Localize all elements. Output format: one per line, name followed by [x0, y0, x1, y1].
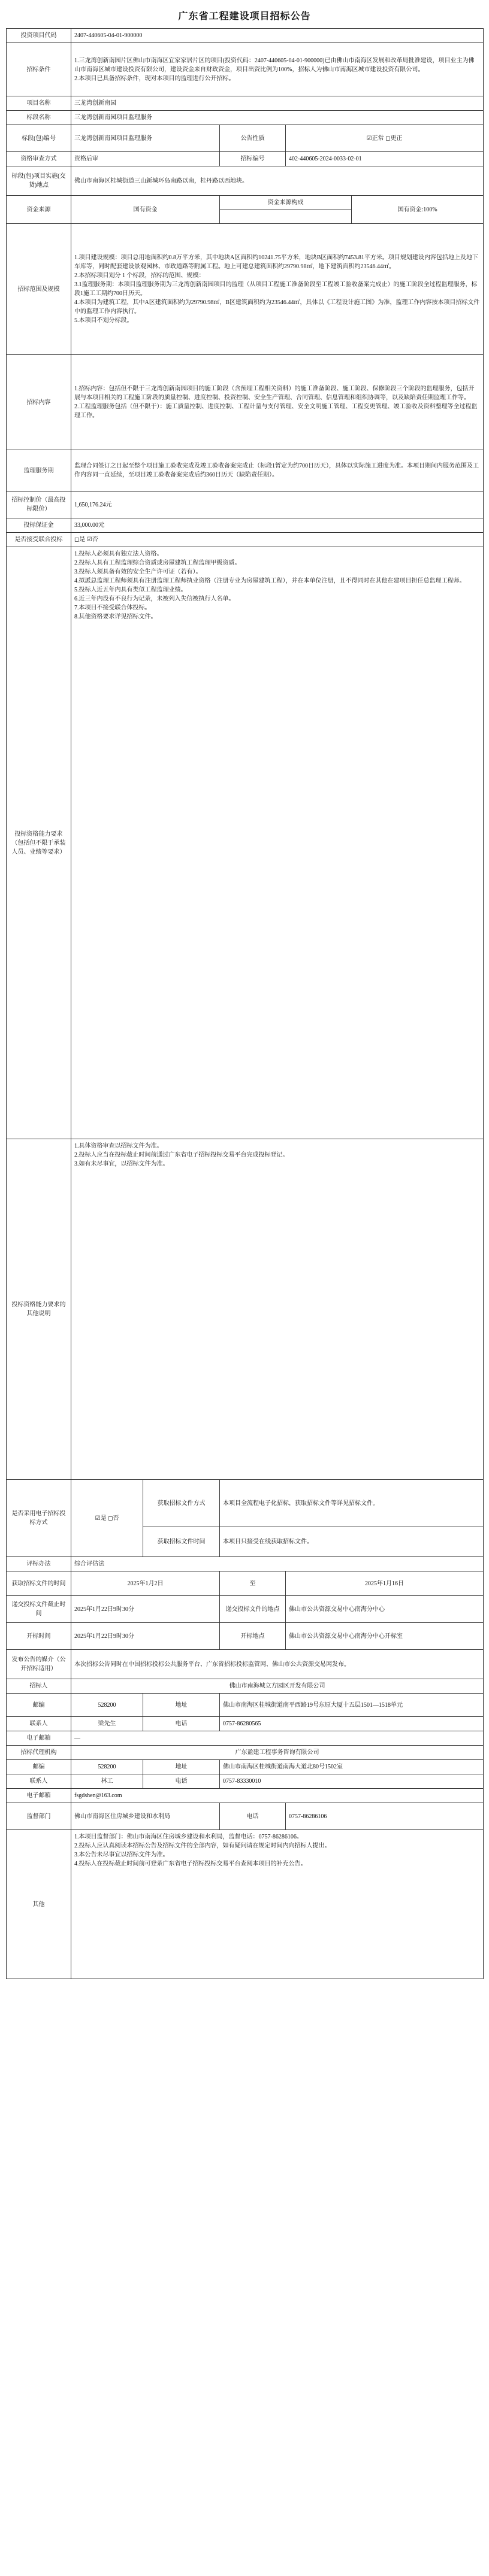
- row-project-code: [7, 29, 484, 43]
- opening-time-label: 开标时间: [7, 1623, 71, 1650]
- deadline-place-value: 佛山市公共资源交易中心南海分中心: [286, 1596, 484, 1623]
- tender-no-value: 402-440605-2024-0033-02-01: [286, 152, 484, 166]
- row-tenderer: [7, 1679, 484, 1694]
- row-deadline: [7, 1596, 484, 1623]
- open-time-to: 至: [220, 1571, 286, 1596]
- deadline-value: 2025年1月22日9时30分: [71, 1596, 220, 1623]
- section-code-value: 三龙湾创新南园项目监理服务: [71, 125, 220, 152]
- tenderer-contact-value: 梁先生: [71, 1717, 143, 1731]
- agent-contact-label: 联系人: [7, 1774, 71, 1789]
- qualification-label: 投标资格能力要求（包括但不限于承装人员、业绩等要求）: [7, 547, 71, 1139]
- agent-address-label: 地址: [143, 1760, 220, 1774]
- deadline-place-label: 递交投标文件的地点: [220, 1596, 286, 1623]
- file-get-time-value: 本项目只接受在线获取招标文件。: [220, 1527, 484, 1557]
- qualification-para-2: 2.投标人具有工程监理综合资质或房屋建筑工程监理甲级资质。: [74, 560, 241, 566]
- media-value: 本次招标公告同时在中国招标投标公共服务平台、广东省招标投标监管网、佛山市公共资源交易网发布。: [71, 1650, 484, 1679]
- open-time-label: 获取招标文件的时间: [7, 1571, 71, 1596]
- tenderer-phone-label: 电话: [143, 1717, 220, 1731]
- row-tenderer-contact: [7, 1717, 484, 1731]
- tenderer-email-value: —: [71, 1731, 484, 1746]
- file-get-value: 本项目全流程电子化招标，获取招标文件等详见招标文件。: [220, 1480, 484, 1527]
- notice-nature-value: ☑正常 ◻更正: [286, 125, 484, 152]
- scope-para-3: 3.1监理服务期：本项目监理服务期为三龙湾创新南园项目的监理（从项目工程施工准备阶段至工程竣工验收备案完成止）的施工阶段全过程监理服务，标段1施工工期约700日历天。: [74, 281, 478, 297]
- row-section-name: [7, 111, 484, 125]
- agent-address-value: 佛山市南海区桂城街道南海大道北80号1502室: [220, 1760, 484, 1774]
- agent-phone-label: 电话: [143, 1774, 220, 1789]
- supervisor-phone-label: 电话: [220, 1803, 286, 1830]
- qualification-para-7: 7.本项目不接受联合体投标。: [74, 605, 151, 611]
- tenderer-phone-value: 0757-86280565: [220, 1717, 484, 1731]
- section-name-label: 标段名称: [7, 111, 71, 125]
- row-scope: [7, 224, 484, 355]
- row-conditions: [7, 43, 484, 96]
- agent-label: 招标代理机构: [7, 1746, 71, 1760]
- other-para-3: 3.本公告未尽事宜以招标文件为准。: [74, 1852, 169, 1858]
- other-para-1: 1.本项目监督部门：佛山市南海区住房城乡建设和水利局，监督电话：0757-86286106。: [74, 1834, 303, 1840]
- electronic-value: ☑是 ◻否: [71, 1480, 143, 1557]
- notice-page: [6, 0, 483, 1979]
- row-agent: [7, 1746, 484, 1760]
- other-req-para-3: 3.如有未尽事宜，以招标文件为准。: [74, 1161, 169, 1167]
- control-price-label: 招标控制价（最高投标限价）: [7, 491, 71, 518]
- electronic-label: 是否采用电子招标投标方式: [7, 1480, 71, 1557]
- capital-sub-label: 资金来源构成: [220, 196, 352, 210]
- tender-method-label: 资格审查方式: [7, 152, 71, 166]
- conditions-label: 招标条件: [7, 43, 71, 96]
- other-req-para-1: 1.具体资格审查以招标文件为准。: [74, 1143, 163, 1149]
- page-title: 广东省工程建设项目招标公告: [178, 11, 311, 22]
- row-section-code: [7, 125, 484, 152]
- tenderer-label: 招标人: [7, 1679, 71, 1694]
- content-para-1: 1.招标内容：包括但不限于三龙湾创新南园项目的施工阶段（含预埋工程相关资料）的施工准备阶段、施工阶段、保修阶段三个阶段的监理服务，包括开展与本项目相关的工程施工阶段的质量控制、进度控制、投资控制、安全生产管理、合同管理、信息管理和组织协调等，以及缺陷责任期监理工作等。: [74, 386, 475, 401]
- period-label: 监理服务期: [7, 450, 71, 491]
- qualification-para-8: 8.其他资格要求详见招标文件。: [74, 614, 157, 620]
- scope-value: [71, 224, 484, 355]
- other-para-4: 4.投标人在投标截止时间前可登录广东省电子招标投标交易平台查阅本项目的补充公告。: [74, 1861, 307, 1867]
- open-time-start: 2025年1月2日: [71, 1571, 220, 1596]
- tenderer-address-label: 地址: [143, 1694, 220, 1717]
- agent-email-value: fsgdshen@163.com: [71, 1789, 484, 1803]
- conditions-value: [71, 43, 484, 96]
- agent-zip-value: 528200: [71, 1760, 143, 1774]
- project-name-label: 项目名称: [7, 96, 71, 111]
- row-capital: [7, 196, 484, 210]
- tenderer-zip-label: 邮编: [7, 1694, 71, 1717]
- scope-label: 招标范围及规模: [7, 224, 71, 355]
- open-time-end: 2025年1月16日: [286, 1571, 484, 1596]
- agent-value: 广东盈建工程事务咨询有限公司: [71, 1746, 484, 1760]
- row-joint: [7, 533, 484, 547]
- scope-para-5: 5.本项目不划分标段。: [74, 317, 133, 324]
- qualification-para-6: 6.近三年内没有不良行为记录，未被列入失信被执行人名单。: [74, 596, 235, 602]
- supervisor-label: 监督部门: [7, 1803, 71, 1830]
- row-opening: [7, 1623, 484, 1650]
- row-content: [7, 355, 484, 450]
- tender-no-label: 招标编号: [220, 152, 286, 166]
- tender-amount-value: 33,000.00元: [71, 518, 484, 533]
- notice-table: [6, 28, 484, 1979]
- section-name-value: 三龙湾创新南园项目监理服务: [71, 111, 484, 125]
- qualification-para-1: 1.投标人必须具有独立法人资格。: [74, 551, 163, 557]
- scope-para-2: 2.本招标项目划分 1 个标段，招标的范围、规模：: [74, 272, 205, 279]
- other-value: [71, 1830, 484, 1979]
- row-open-time: [7, 1571, 484, 1596]
- project-name-value: 三龙湾创新南园: [71, 96, 484, 111]
- opening-time-value: 2025年1月22日9时30分: [71, 1623, 220, 1650]
- conditions-para-2: 2.本项目已具备招标条件，现对本项目的监理进行公开招标。: [74, 75, 235, 82]
- review-label: 评标办法: [7, 1557, 71, 1571]
- content-value: [71, 355, 484, 450]
- joint-value: ◻是 ☑否: [71, 533, 484, 547]
- qualification-para-4: 4.拟派总监理工程师须具有注册监理工程师执业资格（注册专业为房屋建筑工程），并在本单位注册，且不得同时在其他在建项目担任总监理工程师。: [74, 578, 466, 584]
- capital-sub-blank: [220, 210, 352, 224]
- row-agent-zip: [7, 1760, 484, 1774]
- location-value: 佛山市南海区桂城街道三山新城环岛南路以南，桂丹路以西地块。: [71, 166, 484, 196]
- tenderer-address-value: 佛山市南海区桂城街道南平西路19号东原大厦十五层1501—1518单元: [220, 1694, 484, 1717]
- tenderer-zip-value: 528200: [71, 1694, 143, 1717]
- qualification-value: [71, 547, 484, 1139]
- supervisor-phone-value: 0757-86286106: [286, 1803, 484, 1830]
- row-other-req: [7, 1139, 484, 1480]
- row-tender-method: [7, 152, 484, 166]
- capital-source: 国有资金: [71, 196, 220, 224]
- review-value: 综合评估法: [71, 1557, 484, 1571]
- row-tender-amount: [7, 518, 484, 533]
- agent-zip-label: 邮编: [7, 1760, 71, 1774]
- conditions-para-1: 1.三龙湾创新南园片区佛山市南海区宜家家居片区的项目(投资代码：2407-440605-04-01-900000)已由佛山市南海区发展和改革局批准建设，项目业主为佛山市南海区城市建设投资有限公司，建设资金来自财政资金，项目出资比例为100%，招标人为佛山市南海区城市建设投资有限公司。: [74, 57, 475, 73]
- tender-method-value: 资格后审: [71, 152, 220, 166]
- row-control-price: [7, 491, 484, 518]
- capital-label: 资金来源: [7, 196, 71, 224]
- location-label: 标段(包)项目实施(交货)地点: [7, 166, 71, 196]
- row-media: [7, 1650, 484, 1679]
- joint-label: 是否接受联合投标: [7, 533, 71, 547]
- agent-phone-value: 0757-83330010: [220, 1774, 484, 1789]
- row-tenderer-email: [7, 1731, 484, 1746]
- tender-amount-label: 投标保证金: [7, 518, 71, 533]
- qualification-para-3: 3.投标人须具备有效的安全生产许可证（若有）。: [74, 569, 202, 575]
- row-project-name: [7, 96, 484, 111]
- period-value: 监理合同签订之日起至整个项目施工验收完成及竣工验收备案完成止（标段1暂定为约700日历天），具体以实际施工进度为准。本项目期间内服务范围及工作内容同一直延续，至项目竣工验收备案完成后约360日历天（缺陷责任期）。: [71, 450, 484, 491]
- content-label: 招标内容: [7, 355, 71, 450]
- row-period: [7, 450, 484, 491]
- agent-email-label: 电子邮箱: [7, 1789, 71, 1803]
- content-para-2: 2.工程监理服务包括（但不限于）：施工质量控制、进度控制、工程计量与支付管理、安全文明施工管理、工程变更管理、竣工验收及资料整理等全过程监理工作。: [74, 403, 478, 419]
- supervisor-value: 佛山市南海区住房城乡建设和水利局: [71, 1803, 220, 1830]
- agent-contact-value: 林工: [71, 1774, 143, 1789]
- row-tenderer-zip: [7, 1694, 484, 1717]
- row-qualification: [7, 547, 484, 1139]
- other-req-para-2: 2.投标人应当在投标截止时间前通过广东省电子招标投标交易平台完成投标登记。: [74, 1152, 289, 1158]
- tenderer-value: 佛山市南海城立方园区开发有限公司: [71, 1679, 484, 1694]
- row-agent-email: [7, 1789, 484, 1803]
- other-para-2: 2.投标人应认真阅读本招标公告及招标文件的全部内容，如有疑问请在规定时间内向招标人提出。: [74, 1843, 331, 1849]
- deadline-label: 递交投标文件截止时间: [7, 1596, 71, 1623]
- section-code-label: 标段(包)编号: [7, 125, 71, 152]
- row-electronic: [7, 1480, 484, 1527]
- row-location: [7, 166, 484, 196]
- file-get-label: 获取招标文件方式: [143, 1480, 220, 1527]
- tenderer-email-label: 电子邮箱: [7, 1731, 71, 1746]
- row-supervisor: [7, 1803, 484, 1830]
- row-other: [7, 1830, 484, 1979]
- qualification-para-5: 5.投标人近五年内具有类似工程监理业绩。: [74, 587, 187, 593]
- row-review: [7, 1557, 484, 1571]
- scope-para-1: 1.项目建设规模：项目总用地面积约0.8万平方米，其中地块A区面积约10241.75平方米，地块B区面积约7453.81平方米。项目规划建设内容包括地上及地下车库等，同时配套建设景观园林、市政道路等附属工程。地上可建总建筑面积约29790.98㎡，地下建筑面积约23546.44㎡。: [74, 254, 478, 270]
- file-get-time-label: 获取招标文件时间: [143, 1527, 220, 1557]
- other-req-value: [71, 1139, 484, 1480]
- capital-value: 国有资金:100%: [352, 196, 484, 224]
- row-agent-contact: [7, 1774, 484, 1789]
- tenderer-contact-label: 联系人: [7, 1717, 71, 1731]
- project-code-label: 投资项目代码: [7, 29, 71, 43]
- control-price-value: 1,650,176.24元: [71, 491, 484, 518]
- notice-nature-label: 公告性质: [220, 125, 286, 152]
- media-label: 发布公告的媒介（公开招标适用）: [7, 1650, 71, 1679]
- opening-place-value: 佛山市公共资源交易中心南海分中心开标室: [286, 1623, 484, 1650]
- scope-para-4: 4.本项目为建筑工程，其中A区建筑面积约为29790.98㎡，B区建筑面积约为23546.44㎡，具体以《工程设计施工图》为准，监理工作内容按本项目招标文件中的监理工作内容执行。: [74, 299, 480, 315]
- project-code-value: 2407-440605-04-01-900000: [71, 29, 484, 43]
- other-req-label: 投标资格能力要求的其他说明: [7, 1139, 71, 1480]
- opening-place-label: 开标地点: [220, 1623, 286, 1650]
- other-label: 其他: [7, 1830, 71, 1979]
